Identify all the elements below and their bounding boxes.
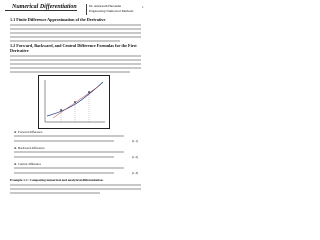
formula-label: Backward difference bbox=[17, 146, 45, 150]
point-marker bbox=[88, 91, 90, 93]
equation-number: (1.2) bbox=[132, 155, 139, 159]
point-marker bbox=[74, 101, 76, 103]
header-course: Engineering Numerical Methods bbox=[89, 8, 134, 13]
equation-number: (1.1) bbox=[132, 139, 139, 143]
equation-number: (1.3) bbox=[132, 171, 139, 175]
formula-bullet: ► Forward difference bbox=[14, 130, 43, 134]
section-heading: 1.1 Finite Difference Approximation of the Derivative bbox=[10, 17, 106, 22]
section-heading: 1.2 Forward, Backward, and Central Difference Formulas for the First Derivative bbox=[10, 43, 137, 53]
example-heading: Example 1-1: Comparing numerical and analytical differentiation. bbox=[10, 178, 104, 182]
secant-line bbox=[53, 86, 99, 118]
formula-label: Central difference bbox=[17, 162, 41, 166]
header-divider bbox=[86, 4, 87, 15]
derivative-figure bbox=[38, 75, 110, 129]
header-author: Dr. Amarnath Harsakhe bbox=[89, 4, 122, 8]
chapter-title: Numerical Differentiation bbox=[12, 3, 77, 10]
point-marker bbox=[60, 109, 62, 111]
function-curve bbox=[47, 82, 103, 116]
formula-label: Forward difference bbox=[17, 130, 43, 134]
formula-bullet: ► Backward difference bbox=[14, 146, 45, 150]
figure-plot bbox=[39, 76, 109, 128]
page-number: 1 bbox=[142, 5, 144, 9]
formula-bullet: ► Central difference bbox=[14, 162, 41, 166]
